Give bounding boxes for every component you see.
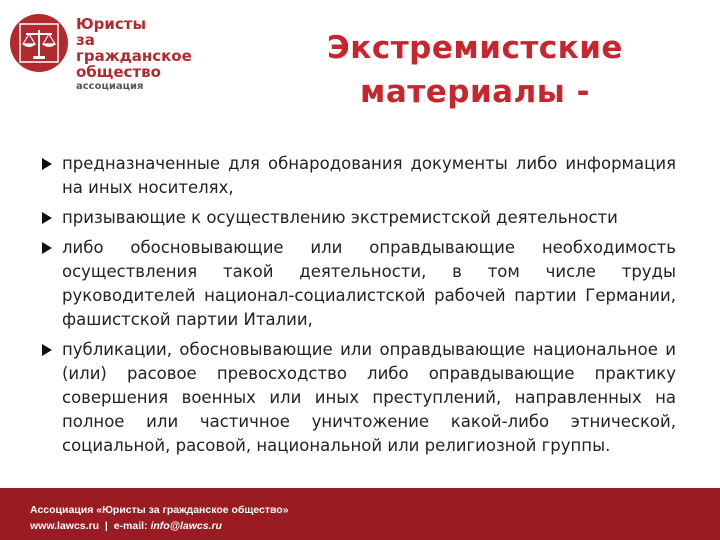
list-item-text: либо обосновывающие или оправдывающие необходимость осуществления такой деятельности, в том числе труды руководителей национал-социалистской рабочей партии Германии, фашистской партии Италии, [62,238,676,329]
logo-line1: Юристы [76,15,147,33]
logo-text [76,16,200,93]
arrow-bullet-icon [42,344,52,356]
scales-icon [10,14,68,72]
footer-email-link[interactable]: info@lawcs.ru [150,520,222,532]
logo-line3: общество [76,63,161,81]
logo-line4: ассоциация [76,81,144,92]
list-item-text: предназначенные для обнародования документы либо информация на иных носителях, [62,154,676,197]
list-item [42,338,676,458]
list-item-text: публикации, обосновывающие или оправдывающие национальное и (или) расовое превосходство либо оправдывающие практику совершения военных или иных преступлений, направленных на полное или частичное уничтожение какой-либо этнической, социальной, расовой, национальной или религиозной группы. [62,340,676,455]
list-item-text: призывающие к осуществлению экстремистской деятельности [62,208,618,227]
logo-line2: за гражданское [76,31,192,65]
list-item [42,206,676,230]
arrow-bullet-icon [42,212,52,224]
footer-organization: Ассоциация «Юристы за гражданское общество» [30,504,289,516]
list-item [42,152,676,200]
arrow-bullet-icon [42,158,52,170]
footer-site-link[interactable]: www.lawcs.ru [30,520,100,532]
footer-separator: | [104,520,108,532]
arrow-bullet-icon [42,242,52,254]
slide-title: Экстремистские материалы - [327,30,623,110]
bullet-list [42,152,676,464]
footer [0,488,720,540]
footer-contacts [30,520,222,532]
logo [10,14,200,92]
list-item [42,236,676,332]
footer-email-label: e-mail: [113,520,148,532]
